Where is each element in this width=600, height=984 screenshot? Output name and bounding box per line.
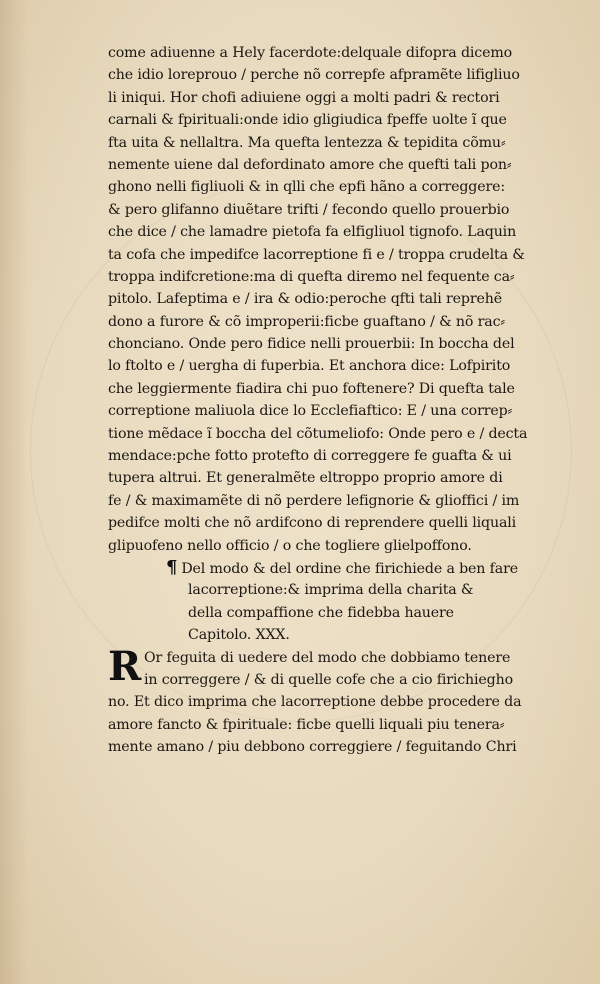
text-line: lo ftolto e / uergha di fuperbia. Et anchora dice: Lofpirito <box>108 358 511 375</box>
text-line: mente amano / piu debbono correggiere / feguitando Chri <box>108 739 517 756</box>
text-line: nemente uiene dal defordinato amore che quefti tali pon⸗ <box>108 156 512 173</box>
chapter-opening <box>108 642 558 759</box>
text-line: & pero glifanno diuẽtare trifti / fecondo quello prouerbio <box>108 201 510 218</box>
text-line: li iniqui. Hor chofi adiuiene oggi a molti padri & rectori <box>108 89 500 106</box>
text-line: che idio loreprouo / perche nõ correpfe afpramẽte lifigliuo <box>108 67 520 84</box>
text-line: troppa indifcretione:ma di quefta diremo nel fequente ca⸗ <box>108 268 515 285</box>
text-line: glipuofeno nello officio / o che togliere glielpoffono. <box>108 537 472 554</box>
initial-letter: R <box>108 642 142 690</box>
text-line: tione mẽdace ĩ boccha del cõtumeliofo: Onde pero e / decta <box>108 425 528 442</box>
heading-line: della compaffione che fidebba hauere <box>188 604 454 621</box>
text-line: fta uita & nellaltra. Ma quefta lentezza & tepidita cõmu⸗ <box>108 134 506 151</box>
pilcrow-icon: ¶ <box>166 556 178 578</box>
text-line: in correggere / & di quelle cofe che a cio firichiegho <box>144 671 513 688</box>
text-line: mendace:pche fotto protefto di correggere fe guafta & ui <box>108 448 512 465</box>
text-line: come adiuenne a Hely facerdote:delquale difopra dicemo <box>108 45 513 61</box>
text-line: carnali & fpirituali:onde idio gligiudica fpeffe uolte ĩ que <box>108 112 507 129</box>
text-line: che leggiermente fiadira chi puo foftenere? Di quefta tale <box>108 380 515 397</box>
text-line: pitolo. Lafeptima e / ira & odio:peroche qfti tali reprehẽ <box>108 291 502 308</box>
text-line: tupera altrui. Et generalmẽte eltroppo proprio amore di <box>108 470 503 487</box>
text-line: dono a furore & cõ improperii:ficbe guaftano / & nõ rac⸗ <box>108 313 505 330</box>
text-line: amore fancto & fpirituale: ficbe quelli liquali piu tenera⸗ <box>108 716 505 733</box>
page-edge-stain <box>0 0 28 984</box>
text-line: Or feguita di uedere del modo che dobbiamo tenere <box>144 649 511 666</box>
text-line: ghono nelli figliuoli & in qlli che epfi hãno a correggere: <box>108 179 505 196</box>
text-line: ta cofa che impedifce lacorreptione fi e / troppa crudelta & <box>108 246 525 263</box>
text-line: che dice / che lamadre pietofa fa elfigliuol tignofo. Laquin <box>108 224 517 241</box>
text-line: pedifce molti che nõ ardifcono di reprendere quelli liquali <box>108 515 517 532</box>
text-line: correptione maliuola dice lo Ecclefiaftico: E / una correp⸗ <box>108 403 513 420</box>
chapter-heading <box>108 557 558 579</box>
text-line: chonciano. Onde pero fidice nelli prouerbii: In boccha del <box>108 336 515 353</box>
text-line: no. Et dico imprima che lacorreptione debbe procedere da <box>108 694 522 711</box>
chapter-number: Capitolo. XXX. <box>188 627 290 644</box>
heading-line: lacorreptione:& imprima della charita & <box>188 582 474 599</box>
text-block <box>108 42 558 759</box>
heading-line: Del modo & del ordine che firichiede a ben fare <box>181 560 518 577</box>
text-line: fe / & maximamẽte di nõ perdere lefignorie & glioffici / im <box>108 492 520 509</box>
